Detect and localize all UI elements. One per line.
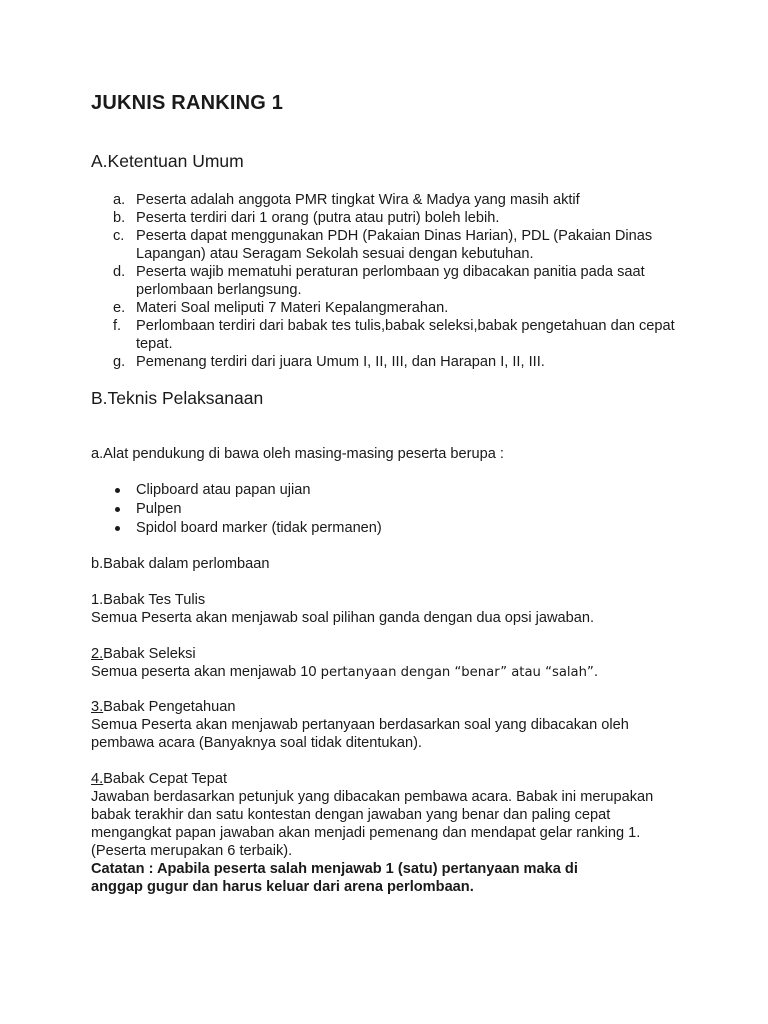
note-line: Catatan : Apabila peserta salah menjawab 1 (satu) pertanyaan maka di	[91, 861, 578, 877]
bullet-icon	[115, 507, 120, 512]
tools-intro: a.Alat pendukung di bawa oleh masing-masing peserta berupa :	[91, 446, 504, 462]
round-4-line: babak terakhir dan satu kontestan dengan jawaban yang benar dan paling cepat	[91, 807, 611, 823]
round-4-line: (Peserta merupakan 6 terbaik).	[91, 843, 293, 859]
general-rules-list	[91, 191, 691, 371]
bullet-icon	[115, 488, 120, 493]
list-item: Clipboard atau papan ujian	[91, 481, 382, 500]
round-1	[91, 591, 691, 627]
list-item: c. Peserta dapat menggunakan PDH (Pakaian Dinas Harian), PDL (Pakaian Dinas Lapangan) atau Seragam Sekolah sesuai dengan kebutuhan.	[113, 228, 653, 262]
round-1-text: Semua Peserta akan menjawab soal pilihan ganda dengan dua opsi jawaban.	[91, 610, 595, 626]
round-4-title: 4.Babak Cepat Tepat	[91, 771, 228, 787]
list-item: g. Pemenang terdiri dari juara Umum I, II, III, dan Harapan I, II, III.	[113, 354, 545, 370]
round-4-line: mengangkat papan jawaban akan menjadi pemenang dan mendapat gelar ranking 1.	[91, 825, 641, 841]
list-item: d. Peserta wajib mematuhi peraturan perlombaan yg dibacakan panitia pada saat perlombaan berlangsung.	[113, 264, 645, 298]
bullet-icon	[115, 526, 120, 531]
note-line: anggap gugur dan harus keluar dari arena perlombaan.	[91, 879, 474, 895]
round-4	[91, 770, 691, 896]
round-2	[91, 645, 691, 682]
rounds-intro: b.Babak dalam perlombaan	[91, 556, 270, 572]
list-item: f. Perlombaan terdiri dari babak tes tulis,babak seleksi,babak pengetahuan dan cepat tepat.	[113, 318, 675, 352]
round-1-title: 1.Babak Tes Tulis	[91, 592, 206, 608]
tools-list	[91, 481, 382, 538]
round-3	[91, 698, 691, 752]
document-title: JUKNIS RANKING 1	[91, 92, 284, 114]
round-3-line: Semua Peserta akan menjawab pertanyaan berdasarkan soal yang dibacakan oleh	[91, 717, 629, 733]
list-item: Pulpen	[91, 500, 382, 519]
section-b-heading: B.Teknis Pelaksanaan	[91, 388, 264, 408]
round-3-line: pembawa acara (Banyaknya soal tidak ditentukan).	[91, 735, 422, 751]
list-item: b. Peserta terdiri dari 1 orang (putra atau putri) boleh lebih.	[113, 210, 500, 226]
section-a-heading: A.Ketentuan Umum	[91, 151, 244, 171]
list-item: Spidol board marker (tidak permanen)	[91, 519, 382, 538]
round-2-title: 2.Babak Seleksi	[91, 646, 196, 662]
list-item: e. Materi Soal meliputi 7 Materi Kepalangmerahan.	[113, 300, 449, 316]
list-item: a. Peserta adalah anggota PMR tingkat Wira & Madya yang masih aktif	[113, 192, 580, 208]
round-4-line: Jawaban berdasarkan petunjuk yang dibacakan pembawa acara. Babak ini merupakan	[91, 789, 654, 805]
round-2-text: Semua peserta akan menjawab 10 pertanyaan dengan “benar” atau “salah”.	[91, 664, 599, 680]
round-3-title: 3.Babak Pengetahuan	[91, 699, 236, 715]
